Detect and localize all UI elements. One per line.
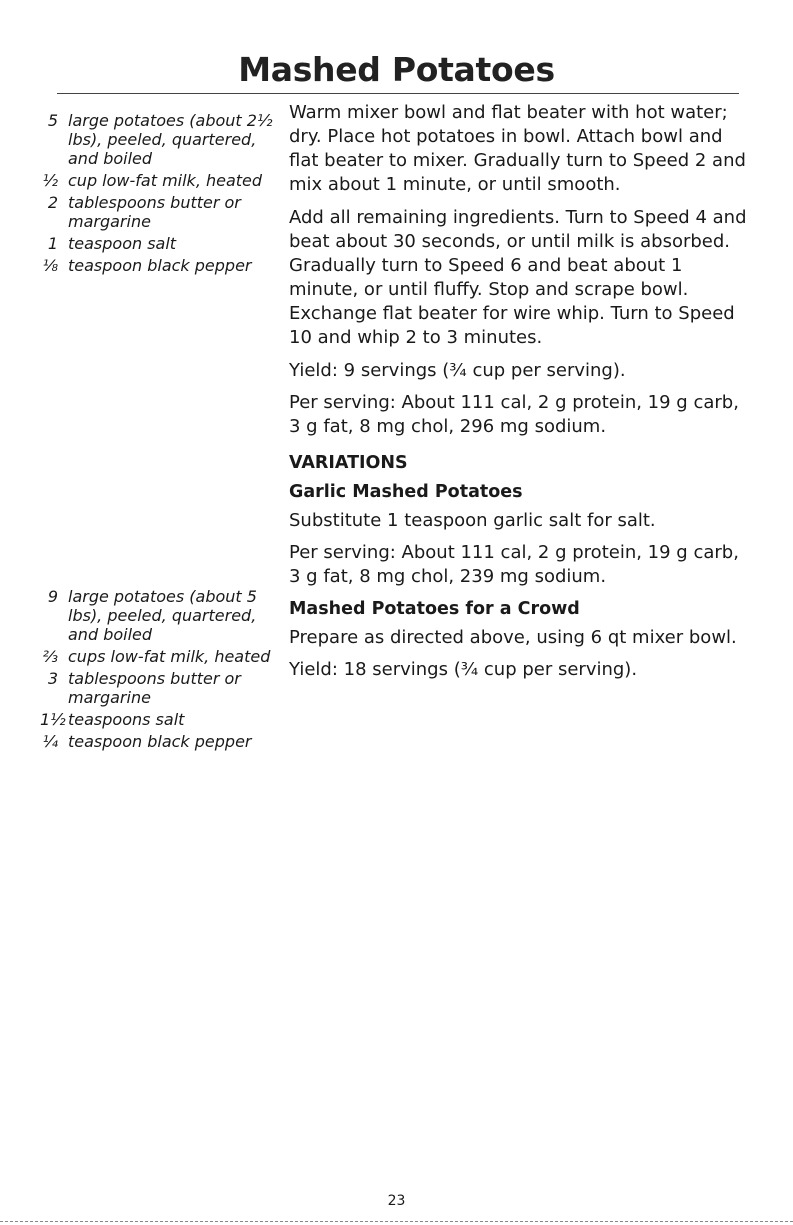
ingredient-item (40, 111, 275, 168)
yield-text: Yield: 9 servings (¾ cup per serving). (289, 360, 626, 381)
ingredient-desc: tablespoons butter or margarine (68, 669, 241, 707)
ingredient-item (40, 647, 275, 666)
ingredient-qty: 1 (47, 234, 58, 253)
ingredient-list-crowd (40, 587, 275, 754)
variation-text-garlic: Substitute 1 teaspoon garlic salt for salt. (289, 510, 656, 531)
ingredient-item (40, 732, 275, 751)
ingredient-item (40, 256, 275, 275)
variation-title-crowd: Mashed Potatoes for a Crowd (289, 599, 580, 619)
ingredient-qty: ⅛ (42, 256, 58, 275)
ingredient-qty: 9 (47, 587, 58, 606)
ingredient-qty: 1½ (40, 710, 66, 729)
ingredient-qty: ¼ (42, 732, 58, 751)
ingredient-desc: large potatoes (about 2½ lbs), peeled, quartered, and boiled (68, 111, 273, 168)
ingredient-item (40, 710, 275, 729)
ingredient-desc: teaspoons salt (68, 710, 185, 729)
ingredient-qty: ⅔ (42, 647, 58, 666)
page-bottom-rule (0, 1221, 793, 1222)
ingredient-qty: 5 (47, 111, 58, 130)
ingredient-desc: large potatoes (about 5 lbs), peeled, quartered, and boiled (68, 587, 257, 644)
ingredient-item (40, 234, 275, 253)
ingredient-item (40, 193, 275, 231)
ingredient-desc: cups low-fat milk, heated (68, 647, 271, 666)
ingredient-item (40, 669, 275, 707)
variation-yield-crowd: Yield: 18 servings (¾ cup per serving). (289, 659, 638, 680)
variation-title-garlic: Garlic Mashed Potatoes (289, 482, 523, 502)
ingredient-qty: 3 (47, 669, 58, 688)
ingredient-desc: cup low-fat milk, heated (68, 171, 263, 190)
ingredient-list-main (40, 111, 275, 278)
ingredient-item (40, 171, 275, 190)
ingredient-qty: 2 (47, 193, 58, 212)
ingredient-desc: tablespoons butter or margarine (68, 193, 241, 231)
directions-column (289, 101, 749, 690)
ingredient-desc: teaspoon salt (68, 234, 177, 253)
variation-nutrition-garlic: Per serving: About 111 cal, 2 g protein, 19 g carb, 3 g fat, 8 mg chol, 239 mg sodium. (289, 542, 739, 587)
title-rule (57, 93, 739, 94)
directions-step-1: Warm mixer bowl and flat beater with hot water; dry. Place hot potatoes in bowl. Attach bowl and flat beater to mixer. Gradually turn to Speed 2 and mix about 1 minute, or until smooth. (289, 102, 746, 195)
ingredient-desc: teaspoon black pepper (68, 256, 252, 275)
ingredient-desc: teaspoon black pepper (68, 732, 252, 751)
variation-text-crowd: Prepare as directed above, using 6 qt mixer bowl. (289, 627, 737, 648)
page-title: Mashed Potatoes (238, 50, 555, 89)
nutrition-text: Per serving: About 111 cal, 2 g protein, 19 g carb, 3 g fat, 8 mg chol, 296 mg sodium. (289, 392, 739, 437)
directions-step-2: Add all remaining ingredients. Turn to Speed 4 and beat about 30 seconds, or until milk is absorbed. Gradually turn to Speed 6 and beat about 1 minute, or until fluffy. Stop and scrape bowl. Exchange flat beater for wire whip. Turn to Speed 10 and whip 2 to 3 minutes. (289, 207, 747, 348)
ingredient-qty: ½ (42, 171, 58, 190)
ingredient-item (40, 587, 275, 644)
page-number: 23 (387, 1193, 406, 1209)
variations-heading: VARIATIONS (289, 453, 408, 473)
